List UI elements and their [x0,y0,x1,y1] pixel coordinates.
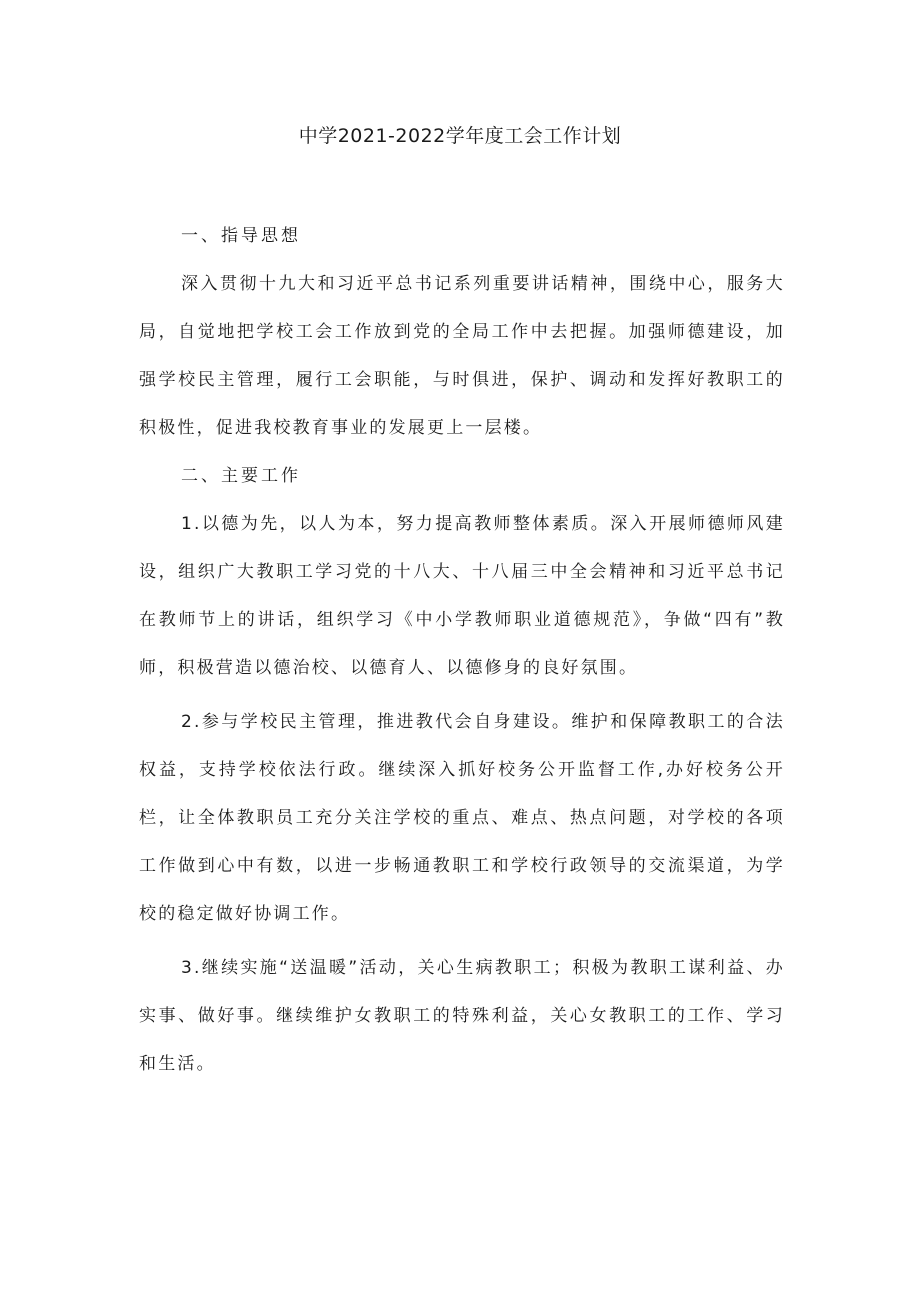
section-heading-guiding-ideology: 一、指导思想 [181,226,301,246]
paragraph-main-work-1: 1.以德为先，以人为本，努力提高教师整体素质。深入开展师德师风建设，组织广大教职工学习党的十八大、十八届三中全会精神和习近平总书记在教师节上的讲话，组织学习《中小学教师职业道德规范》，争做“四有”教师，积极营造以德治校、以德育人、以德修身的良好氛围。 [139,514,785,678]
paragraph-main-work-3: 3.继续实施“送温暖”活动，关心生病教职工；积极为教职工谋利益、办实事、做好事。继续维护女教职工的特殊利益，关心女教职工的工作、学习和生活。 [139,958,785,1074]
document-title: 中学2021-2022学年度工会工作计划 [298,125,622,147]
paragraph-guiding-ideology: 深入贯彻十九大和习近平总书记系列重要讲话精神，围绕中心，服务大局，自觉地把学校工会工作放到党的全局工作中去把握。加强师德建设，加强学校民主管理，履行工会职能，与时俱进，保护、调动和发挥好教职工的积极性，促进我校教育事业的发展更上一层楼。 [139,274,785,438]
section-heading-main-work: 二、主要工作 [181,466,301,486]
document-body [139,212,785,1088]
paragraph-main-work-2: 2.参与学校民主管理，推进教代会自身建设。维护和保障教职工的合法权益，支持学校依法行政。继续深入抓好校务公开监督工作,办好校务公开栏，让全体教职员工充分关注学校的重点、难点、热点问题，对学校的各项工作做到心中有数，以进一步畅通教职工和学校行政领导的交流渠道，为学校的稳定做好协调工作。 [139,712,785,924]
